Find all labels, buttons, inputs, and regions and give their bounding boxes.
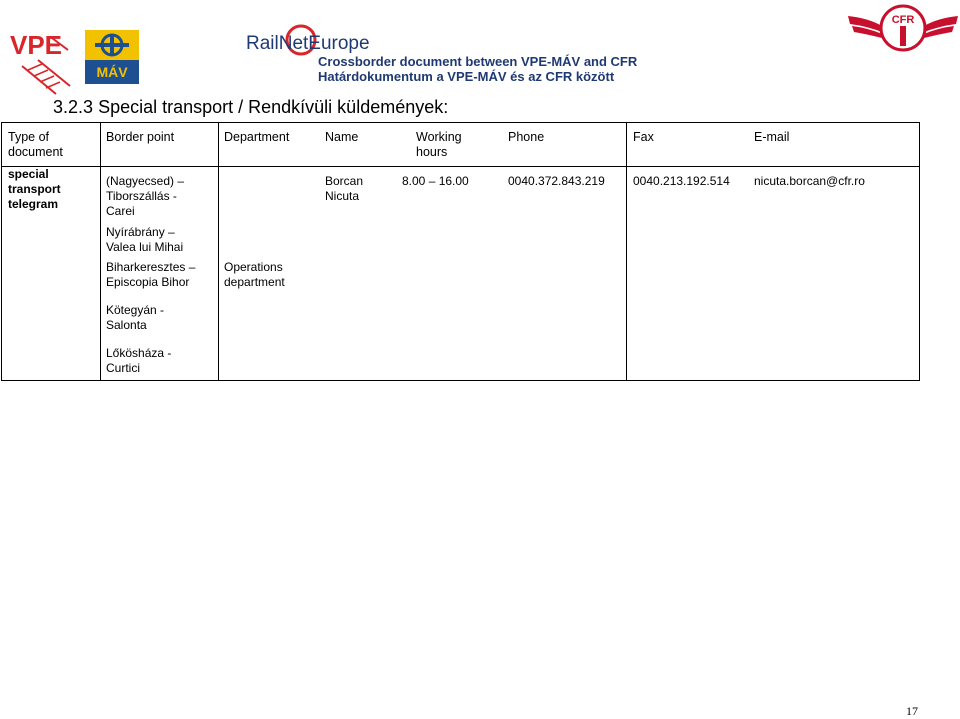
section-title: Special transport / Rendkívüli küldemények:: [98, 97, 449, 117]
working-hours-value: 8.00 – 16.00: [402, 174, 469, 188]
email-value: nicuta.borcan@cfr.ro: [754, 174, 865, 188]
contacts-table: [1, 122, 920, 381]
col-header-name: Name: [325, 130, 359, 144]
border-point-item: (Nagyecsed) – Tiborszállás - Carei: [106, 174, 185, 218]
type-of-document-value: special transport telegram: [8, 167, 61, 211]
border-point-item: Nyírábrány – Valea lui Mihai: [106, 225, 184, 254]
col-header-department: Department: [224, 130, 290, 144]
section-number: 3.2.3: [53, 97, 94, 117]
contact-name: Borcan Nicuta: [325, 174, 364, 203]
fax-value: 0040.213.192.514: [633, 174, 730, 188]
department-value: Operations department: [224, 260, 285, 289]
document-header-en: Crossborder document between VPE-MÁV and CFR: [318, 54, 638, 69]
document-header-hu: Határdokumentum a VPE-MÁV és az CFR között: [318, 69, 615, 84]
cfr-logo-text: CFR: [891, 14, 915, 26]
page-number: 17: [906, 704, 918, 718]
rail-tracks-icon: [22, 60, 70, 94]
border-point-item: Kötegyán - Salonta: [106, 303, 165, 332]
vpe-logo-text: VPE: [10, 30, 63, 60]
rne-logo-text: RailNetEurope: [246, 33, 370, 54]
vpe-logo: [8, 20, 78, 96]
border-point-item: Biharkeresztes – Episcopia Bihor: [106, 260, 196, 289]
cfr-logo: [848, 2, 958, 56]
phone-value: 0040.372.843.219: [508, 174, 605, 188]
col-header-working-hours: Working hours: [416, 130, 462, 159]
mav-logo-text: MÁV: [96, 64, 128, 80]
mav-logo: [85, 30, 139, 84]
col-header-fax: Fax: [633, 130, 654, 144]
border-point-item: Lőkösháza - Curtici: [106, 346, 172, 375]
col-header-border-point: Border point: [106, 130, 175, 144]
col-header-email: E-mail: [754, 130, 790, 144]
section-heading: [53, 97, 448, 118]
col-header-phone: Phone: [508, 130, 545, 144]
col-header-type-of-document: Type of document: [8, 130, 63, 159]
